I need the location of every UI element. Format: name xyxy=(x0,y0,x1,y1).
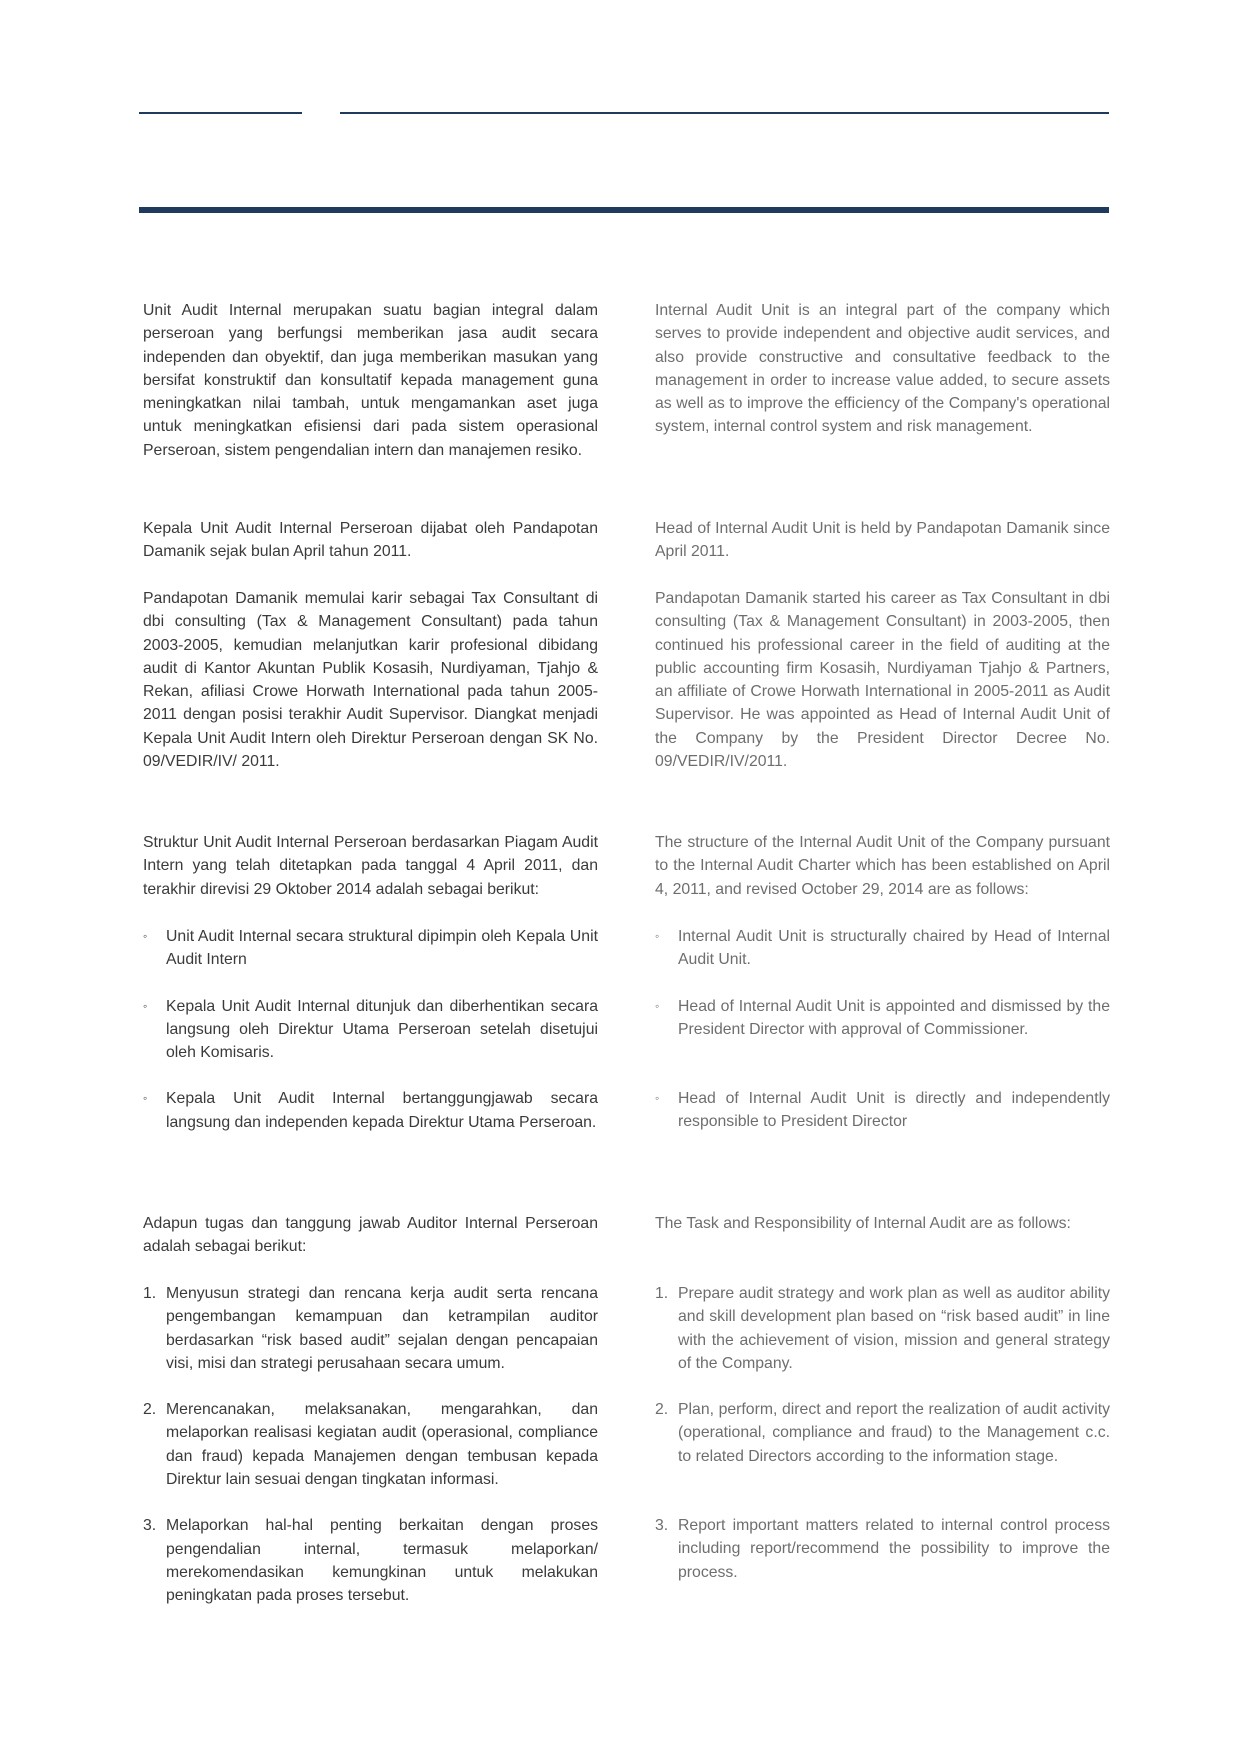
list-item: 1. Prepare audit strategy and work plan as well as auditor ability and skill development plan based on “risk based audit” in line with the achievement of vision, mission and general strategy of the Company. xyxy=(655,1282,1110,1375)
head-paragraph-en: Head of Internal Audit Unit is held by Pandapotan Damanik since April 2011. xyxy=(655,520,1110,561)
section-title-bar xyxy=(139,207,1109,213)
list-item: ◦ Internal Audit Unit is structurally chaired by Head of Internal Audit Unit. xyxy=(655,925,1110,972)
structure-list-id xyxy=(143,925,598,1134)
tasks-list-id xyxy=(143,1282,598,1608)
list-item: ◦ Unit Audit Internal secara struktural dipimpin oleh Kepala Unit Audit Intern xyxy=(143,925,598,972)
item-number: 2. xyxy=(143,1401,157,1419)
structure-list-en xyxy=(655,925,1110,1134)
item-number: 1. xyxy=(143,1285,157,1302)
intro-paragraph-id: Unit Audit Internal merupakan suatu bagian integral dalam perseroan yang berfungsi memberikan jasa audit secara independen dan obyektif, dan juga memberikan masukan yang bersifat konstruktif dan konsultatif kepada management guna meningkatkan nilai tambah, untuk mengamankan aset juga untuk meningkatkan efisiensi dari pada sistem operasional Perseroan, sistem pengendalian intern dan manajemen resiko. xyxy=(143,302,598,459)
header-rule-left xyxy=(139,112,302,114)
bullet-icon: ◦ xyxy=(655,929,660,943)
tasks-list-en xyxy=(655,1282,1110,1584)
header-rule-right xyxy=(340,112,1109,114)
list-item: ◦ Head of Internal Audit Unit is directly and independently responsible to President Director xyxy=(655,1064,1110,1134)
list-item: 2. Merencanakan, melaksanakan, mengarahkan, dan melaporkan realisasi kegiatan audit (operasional, compliance dan fraud) kepada Manajemen dengan tembusan kepada Direktur lain sesuai dengan tingkatan informasi. xyxy=(143,1398,598,1491)
career-paragraph-id: Pandapotan Damanik memulai karir sebagai Tax Consultant di dbi consulting (Tax & Management Consultant) pada tahun 2003-2005, kemudian melanjutkan karir profesional dibidang audit di Kantor Akuntan Publik Kosasih, Nurdiyaman, Tjahjo & Rekan, afiliasi Crowe Horwath International pada tahun 2005-2011 dengan posisi terakhir Audit Supervisor. Diangkat menjadi Kepala Unit Audit Intern oleh Direktur Perseroan dengan SK No. 09/VEDIR/IV/ 2011. xyxy=(143,590,598,771)
bullet-icon: ◦ xyxy=(143,929,148,943)
career-paragraph-en: Pandapotan Damanik started his career as Tax Consultant in dbi consulting (Tax & Management Consultant) in 2003-2005, then continued his professional career in the field of auditing at the public accounting firm Kosasih, Nurdiyaman Tjahjo & Partners, an affiliate of Crowe Horwath International in 2005-2011 as Audit Supervisor. He was appointed as Head of Internal Audit Unit of the Company by the President Director Decree No. 09/VEDIR/IV/2011. xyxy=(655,590,1110,771)
bullet-icon: ◦ xyxy=(143,1091,148,1106)
list-item: ◦ Kepala Unit Audit Internal ditunjuk dan diberhentikan secara langsung oleh Direktur Utama Perseroan setelah disetujui oleh Komisaris. xyxy=(143,995,598,1065)
list-item: ◦ Head of Internal Audit Unit is appointed and dismissed by the President Director with approval of Commissioner. xyxy=(655,995,1110,1042)
item-number: 3. xyxy=(655,1517,669,1535)
list-item: 3. Report important matters related to internal control process including report/recommend the possibility to improve the process. xyxy=(655,1491,1110,1584)
list-item: ◦ Kepala Unit Audit Internal bertanggungjawab secara langsung dan independen kepada Direktur Utama Perseroan. xyxy=(143,1087,598,1134)
item-number: 2. xyxy=(655,1401,669,1419)
list-item: 3. Melaporkan hal-hal penting berkaitan dengan proses pengendalian internal, termasuk melaporkan/ merekomendasikan kemungkinan untuk melakukan peningkatan pada proses tersebut. xyxy=(143,1514,598,1607)
structure-intro-id: Struktur Unit Audit Internal Perseroan berdasarkan Piagam Audit Intern yang telah ditetapkan pada tanggal 4 April 2011, dan terakhir direvisi 29 Oktober 2014 adalah sebagai berikut: xyxy=(143,834,598,898)
tasks-intro-id: Adapun tugas dan tanggung jawab Auditor Internal Perseroan adalah sebagai berikut: xyxy=(143,1215,598,1256)
structure-intro-en: The structure of the Internal Audit Unit of the Company pursuant to the Internal Audit Charter which has been established on April 4, 2011, and revised October 29, 2014 are as follows: xyxy=(655,834,1110,898)
bullet-icon: ◦ xyxy=(655,1091,660,1106)
tasks-intro-en: The Task and Responsibility of Internal Audit are as follows: xyxy=(655,1215,1071,1232)
item-number: 1. xyxy=(655,1285,669,1302)
bullet-icon: ◦ xyxy=(655,998,660,1013)
list-item: 1. Menyusun strategi dan rencana kerja audit serta rencana pengembangan kemampuan dan ketrampilan auditor berdasarkan “risk based audit” sejalan dengan pencapaian visi, misi dan strategi perusahaan secara umum. xyxy=(143,1282,598,1375)
list-item: 2. Plan, perform, direct and report the realization of audit activity (operational, compliance and fraud) to the Management c.c. to related Directors according to the information stage. xyxy=(655,1398,1110,1468)
bullet-icon: ◦ xyxy=(143,998,148,1013)
head-paragraph-id: Kepala Unit Audit Internal Perseroan dijabat oleh Pandapotan Damanik sejak bulan April tahun 2011. xyxy=(143,520,598,561)
item-number: 3. xyxy=(143,1517,157,1535)
intro-paragraph-en: Internal Audit Unit is an integral part of the company which serves to provide independent and objective audit services, and also provide constructive and consultative feedback to the management in order to increase value added, to secure assets as well as to improve the efficiency of the Company's operational system, internal control system and risk management. xyxy=(655,302,1110,436)
